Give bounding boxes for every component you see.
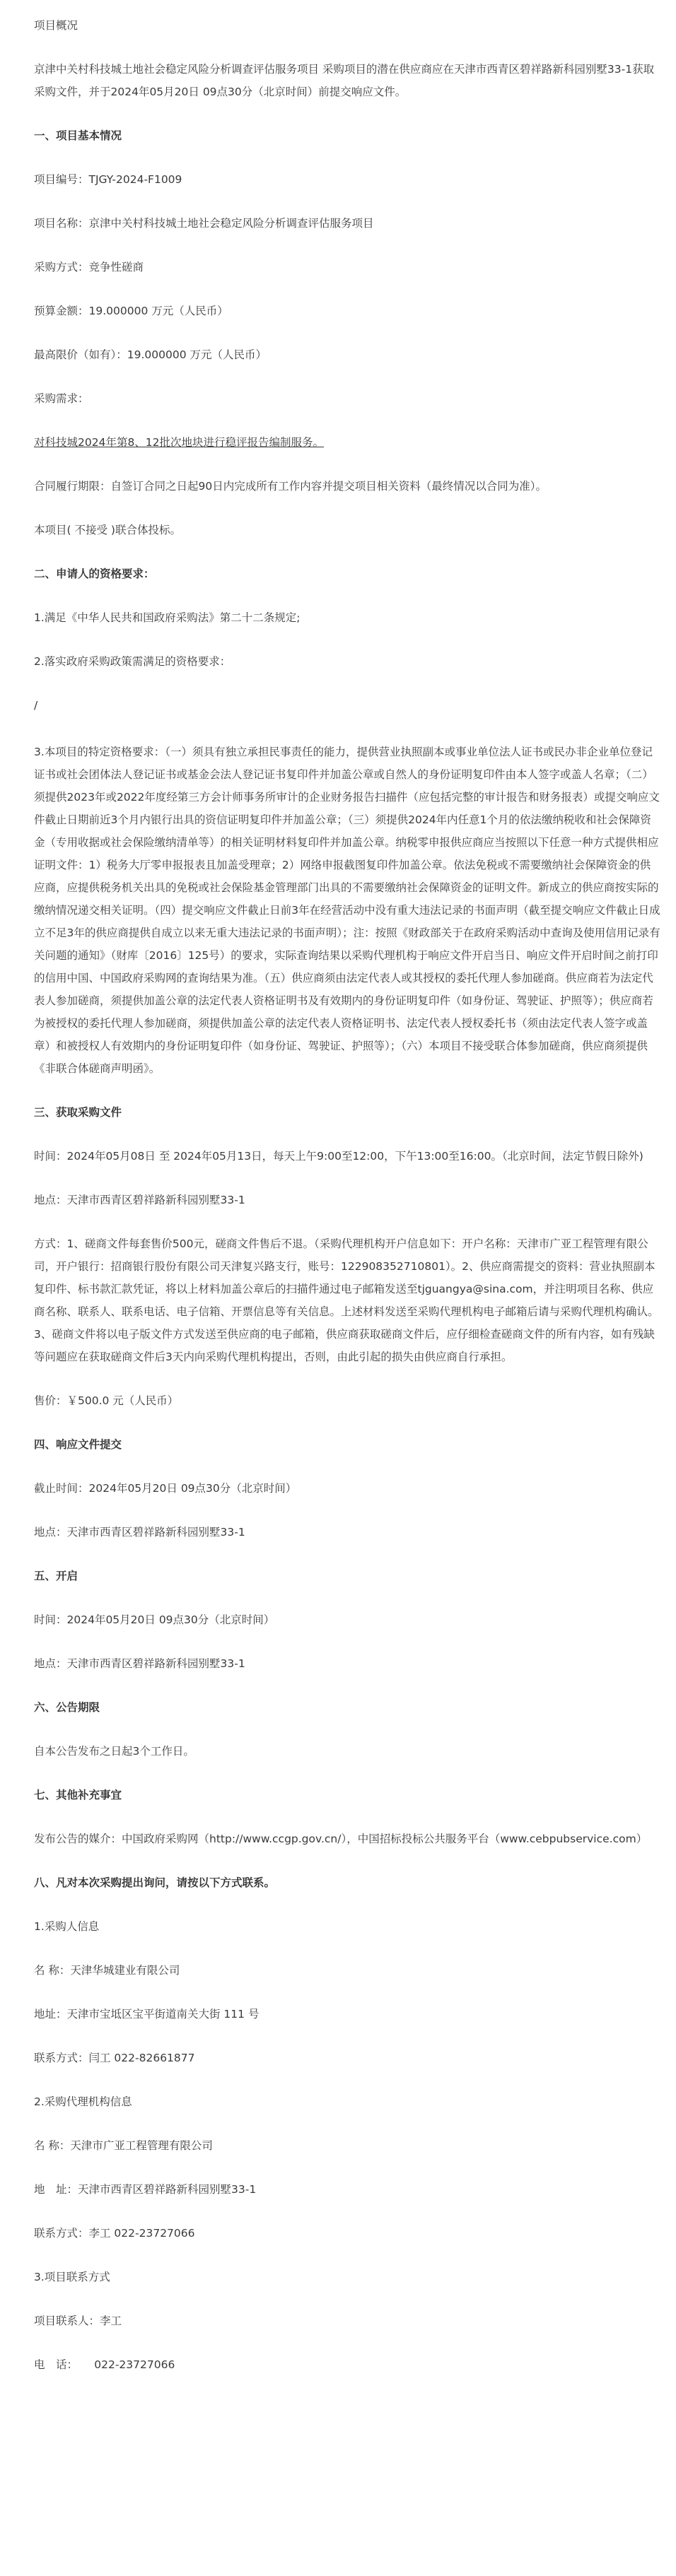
section-title-basic-info: 一、项目基本情况 — [34, 129, 122, 142]
qualification-item-1: 1.满足《中华人民共和国政府采购法》第二十二条规定; — [34, 611, 301, 624]
section-title-contact: 八、凡对本次采购提出询问，请按以下方式联系。 — [34, 1876, 276, 1889]
demand-label: 采购需求： — [34, 392, 89, 405]
submit-place: 地点：天津市西青区碧祥路新科园别墅33-1 — [34, 1526, 245, 1539]
notice-period-text: 自本公告发布之日起3个工作日。 — [34, 1745, 194, 1758]
qualification-item-3: 3.本项目的特定资格要求：（一）须具有独立承担民事责任的能力，提供营业执照副本或事业单位法人证书或民办非企业单位登记证书或社会团体法人登记证书或基金会法人登记证书复印件并加盖公章或自然人的身份证明复印件由本人签字或盖人名章；（二）须提供2023年或2022年度经第三方会计师事务所审计的企业财务报告扫描件（应包括完整的审计报告和财务报表）或提交响应文件截止日期前近3个月内银行出具的资信证明复印件并加盖公章；（三）须提供2024年内任意1个月的依法缴纳税收和社会保障资金（专用收据或社会保险缴纳清单等）的相关证明材料复印件并加盖公章。纳税零申报供应商应当按照以下任意一种方式提供相应证明文件：1）税务大厅零申报报表且加盖受理章；2）网络申报截图复印件加盖公章。依法免税或不需要缴纳社会保障资金的供应商，应提供税务机关出具的免税或社会保险基金管理部门出具的不需要缴纳社会保障资金的证明文件。新成立的供应商按实际的缴纳情况递交相关证明。（四）提交响应文件截止日前3年在经营活动中没有重大违法记录的书面声明（截至提交响应文件截止日成立不足3年的供应商提供自成立以来无重大违法记录的书面声明）；注：按照《财政部关于在政府采购活动中查询及使用信用记录有关问题的通知》（财库〔2016〕125号）的要求，实际查询结果以采购代理机构于响应文件开启当日、响应文件开启时间之前打印的信用中国、中国政府采购网的查询结果为准。（五）供应商须由法定代表人或其授权的委托代理人参加磋商。供应商若为法定代表人参加磋商，须提供加盖公章的法定代表人资格证明书及有效期内的身份证明复印件（如身份证、驾驶证、护照等）；供应商若为被授权的委托代理人参加磋商，须提供加盖公章的法定代表人资格证明书、法定代表人授权委托书（须由法定代表人签字或盖章）和被授权人有效期内的身份证明复印件（如身份证、驾驶证、护照等）；（六）本项目不接受联合体参加磋商，供应商须提供《非联合体磋商声明函》。 — [34, 746, 660, 1075]
publish-media: 发布公告的媒介：中国政府采购网（http://www.ccgp.gov.cn/），中国招标投标公共服务平台（www.cebpubservice.com） — [34, 1833, 648, 1845]
procurement-method: 采购方式：竞争性磋商 — [34, 261, 144, 274]
budget-amount: 预算金额：19.000000 万元（人民币） — [34, 305, 228, 317]
purchaser-contact: 联系方式：闫工 022-82661877 — [34, 2052, 195, 2064]
purchaser-address: 地址：天津市宝坻区宝平街道南关大街 111 号 — [34, 2008, 260, 2021]
qualification-item-2: 2.落实政府采购政策需满足的资格要求： — [34, 655, 231, 668]
contract-period: 合同履行期限：自签订合同之日起90日内完成所有工作内容并提交项目相关资料（最终情况以合同为准）。 — [34, 480, 547, 493]
submit-deadline: 截止时间：2024年05月20日 09点30分（北京时间） — [34, 1482, 297, 1495]
doc-price: 售价：￥500.0 元（人民币） — [34, 1394, 179, 1407]
consortium-note: 本项目( 不接受 )联合体投标。 — [34, 524, 181, 536]
max-price: 最高限价（如有）：19.000000 万元（人民币） — [34, 348, 267, 361]
section-title-qualification: 二、申请人的资格要求： — [34, 567, 155, 580]
project-contact-label: 3.项目联系方式 — [34, 2271, 110, 2283]
opening-time: 时间：2024年05月20日 09点30分（北京时间） — [34, 1613, 275, 1626]
agency-contact: 联系方式：李工 022-23727066 — [34, 2227, 195, 2240]
obtain-way: 方式：1、磋商文件每套售价500元，磋商文件售后不退。（采购代理机构开户信息如下：开户名称：天津市广亚工程管理有限公司，开户银行：招商银行股份有限公司天津复兴路支行，账号：122908352710801）。2、供应商需提交的资料：营业执照副本复印件、标书款汇款凭证，将以上材料加盖公章后的扫描件通过电子邮箱发送至tjguangya@sina.com，并注明项目名称、供应商名称、联系人、联系电话、电子信箱、开票信息等有关信息。上述材料发送至采购代理机构电子邮箱后请与采购代理机构确认。3、磋商文件将以电子版文件方式发送至供应商的电子邮箱，供应商获取磋商文件后，应仔细检查磋商文件的所有内容，如有残缺等问题应在获取磋商文件后3天内向采购代理机构提出，否则，由此引起的损失由供应商自行承担。 — [34, 1237, 659, 1363]
section-title-other: 七、其他补充事宜 — [34, 1789, 122, 1801]
overview-label: 项目概况 — [34, 19, 78, 32]
agency-name: 名 称：天津市广亚工程管理有限公司 — [34, 2139, 213, 2152]
overview-text: 京津中关村科技城土地社会稳定风险分析调查评估服务项目 采购项目的潜在供应商应在天津市西青区碧祥路新科园别墅33-1获取采购文件，并于2024年05月20日 09点30分（北京时间）前提交响应文件。 — [34, 63, 655, 98]
obtain-time: 时间：2024年05月08日 至 2024年05月13日，每天上午9:00至12:00，下午13:00至16:00。（北京时间，法定节假日除外) — [34, 1150, 643, 1163]
purchaser-label: 1.采购人信息 — [34, 1920, 100, 1933]
project-contact-phone: 电 话： 022-23727066 — [34, 2358, 175, 2371]
qualification-placeholder: / — [34, 699, 38, 712]
opening-place: 地点：天津市西青区碧祥路新科园别墅33-1 — [34, 1657, 245, 1670]
project-contact-person: 项目联系人：李工 — [34, 2315, 122, 2327]
project-number: 项目编号：TJGY-2024-F1009 — [34, 173, 182, 186]
section-title-notice-period: 六、公告期限 — [34, 1701, 100, 1714]
section-title-opening: 五、开启 — [34, 1570, 78, 1582]
demand-text: 对科技城2024年第8、12批次地块进行稳评报告编制服务。 — [34, 436, 325, 449]
section-title-obtain-docs: 三、获取采购文件 — [34, 1106, 122, 1119]
obtain-place: 地点：天津市西青区碧祥路新科园别墅33-1 — [34, 1194, 245, 1206]
project-name: 项目名称：京津中关村科技城土地社会稳定风险分析调查评估服务项目 — [34, 217, 374, 230]
agency-label: 2.采购代理机构信息 — [34, 2095, 132, 2108]
purchaser-name: 名 称：天津华城建业有限公司 — [34, 1964, 180, 1977]
agency-address: 地 址：天津市西青区碧祥路新科园别墅33-1 — [34, 2183, 257, 2196]
section-title-submit: 四、响应文件提交 — [34, 1438, 122, 1451]
